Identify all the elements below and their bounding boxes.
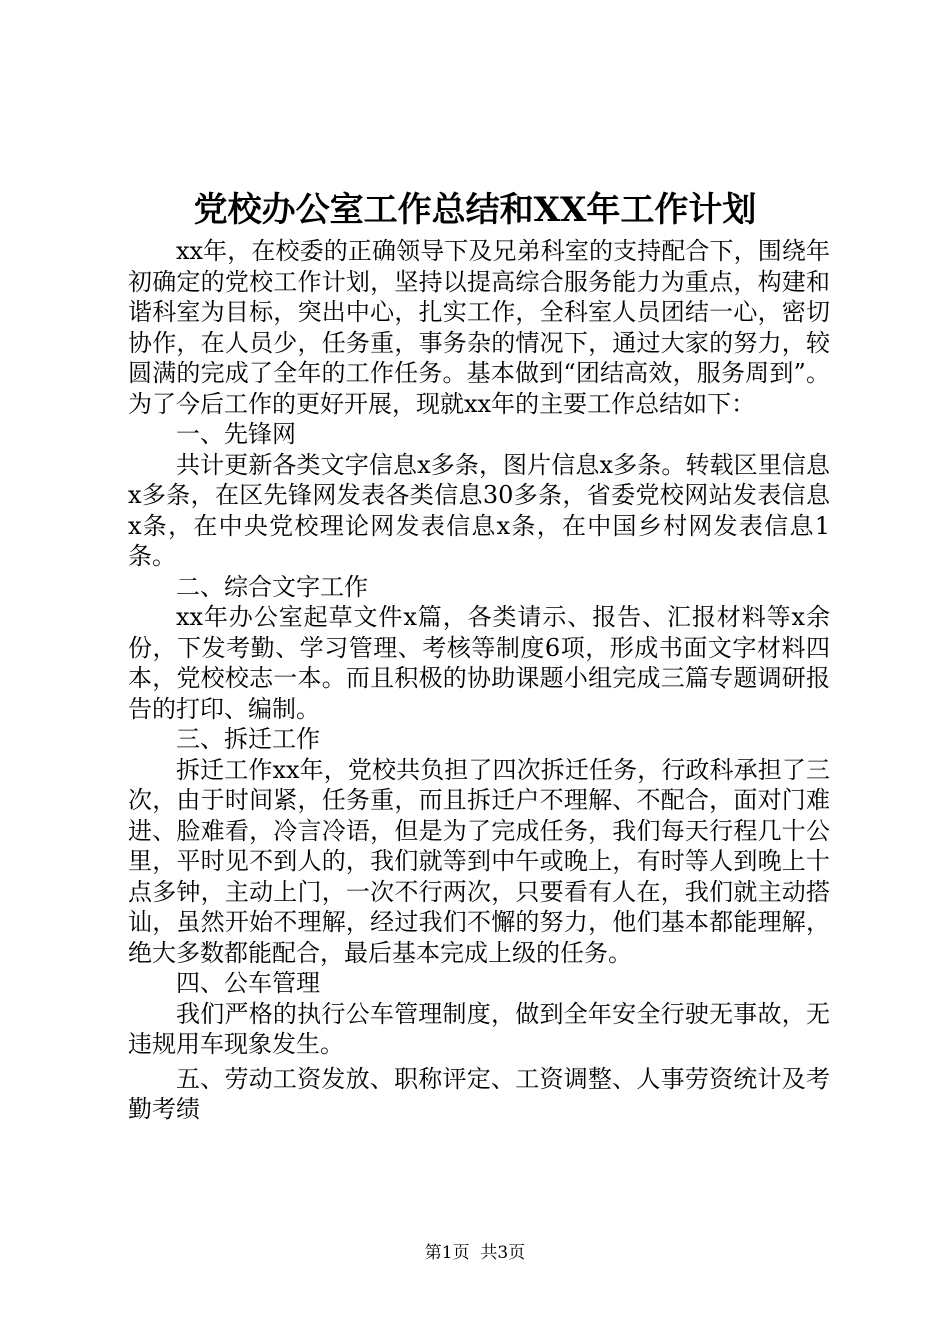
document-body xyxy=(128,236,830,1125)
intro-paragraph: xx年，在校委的正确领导下及兄弟科室的支持配合下，围绕年初确定的党校工作计划，坚持以提高综合服务能力为重点，构建和谐科室为目标，突出中心，扎实工作，全科室人员团结一心，密切协作，在人员少，任务重，事务杂的情况下，通过大家的努力，较圆满的完成了全年的工作任务。基本做到“团结高效，服务周到”。为了今后工作的更好开展，现就xx年的主要工作总结如下： xyxy=(128,237,830,418)
section-heading-5: 五、劳动工资发放、职称评定、工资调整、人事劳资统计及考勤考绩 xyxy=(128,1064,830,1123)
section-body-3: 拆迁工作xx年，党校共负担了四次拆迁任务，行政科承担了三次，由于时间紧，任务重，而且拆迁户不理解、不配合，面对门难进、脸难看，冷言冷语，但是为了完成任务，我们每天行程几十公里，平时见不到人的，我们就等到中午或晚上，有时等人到晚上十点多钟，主动上门，一次不行两次，只要看有人在，我们就主动搭讪，虽然开始不理解，经过我们不懈的努力，他们基本都能理解，绝大多数都能配合，最后基本完成上级的任务。 xyxy=(128,755,830,967)
section-heading-3: 三、拆迁工作 xyxy=(176,725,320,753)
section-body-1: 共计更新各类文字信息x多条，图片信息x多条。转载区里信息x多条，在区先锋网发表各类信息30多条，省委党校网站发表信息x条，在中央党校理论网发表信息x条，在中国乡村网发表信息1条。 xyxy=(128,450,830,570)
page-number-footer: 第1页 共3页 xyxy=(424,1243,526,1263)
document-title: 党校办公室工作总结和XX年工作计划 xyxy=(193,190,757,230)
section-heading-2: 二、综合文字工作 xyxy=(176,572,368,601)
section-heading-1: 一、先锋网 xyxy=(176,420,296,448)
section-body-2: xx年办公室起草文件x篇，各类请示、报告、汇报材料等x余份，下发考勤、学习管理、考核等制度6项，形成书面文字材料四本，党校校志一本。而且积极的协助课题小组完成三篇专题调研报告的打印、编制。 xyxy=(128,603,830,723)
section-body-4: 我们严格的执行公车管理制度，做到全年安全行驶无事故，无违规用车现象发生。 xyxy=(128,999,830,1058)
section-heading-4: 四、公车管理 xyxy=(176,969,320,997)
